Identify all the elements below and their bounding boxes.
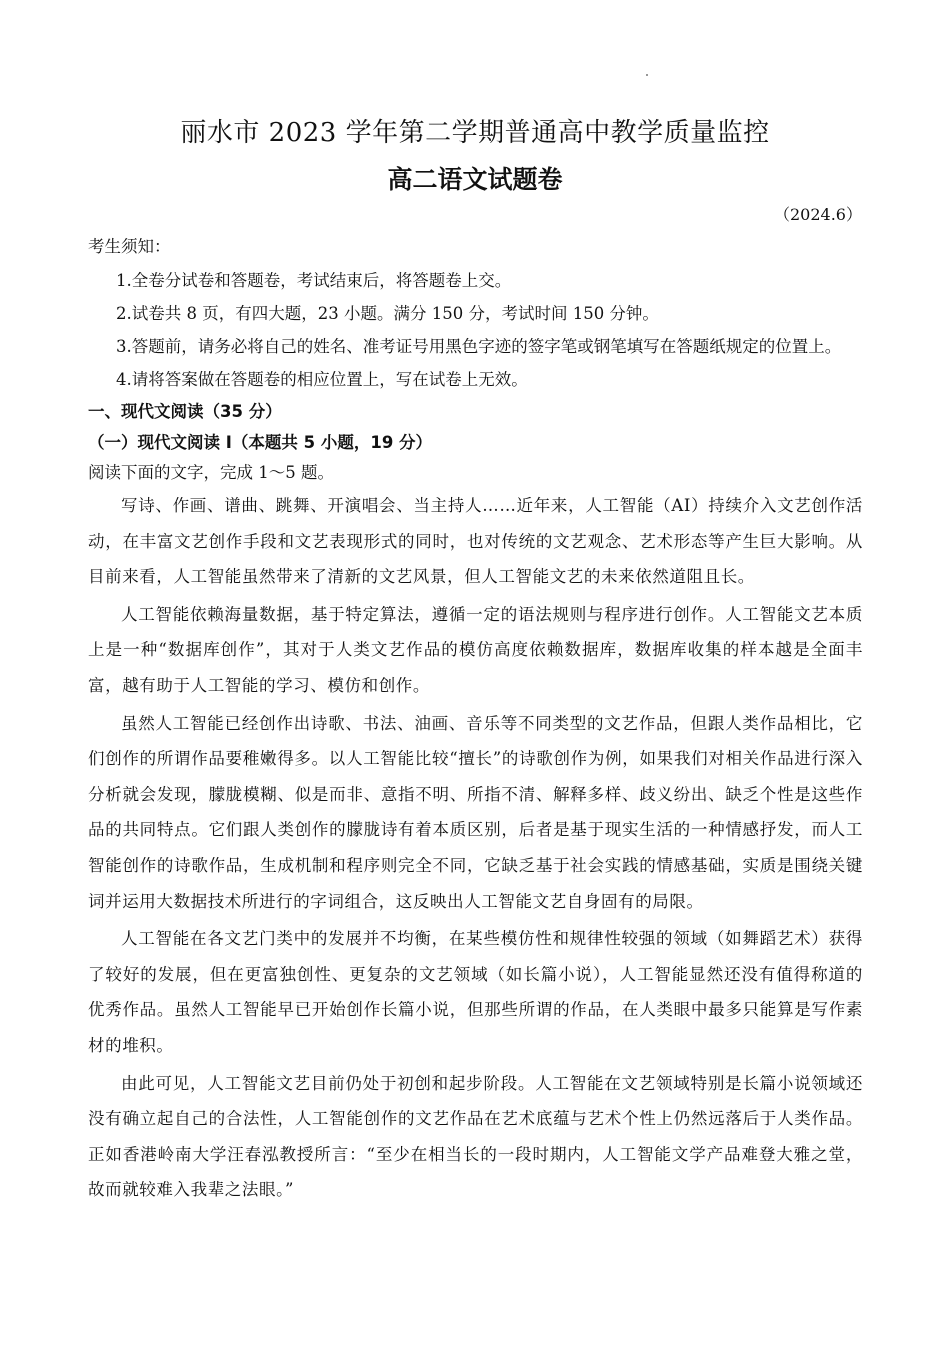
passage-paragraph: 写诗、作画、谱曲、跳舞、开演唱会、当主持人……近年来，人工智能（AI）持续介入文艺创作活动，在丰富文艺创作手段和文艺表现形式的同时，也对传统的文艺观念、艺术形态等产生巨大影响。从目前来看，人工智能虽然带来了清新的文艺风景，但人工智能文艺的未来依然道阻且长。 bbox=[88, 496, 863, 587]
notice-item: 2.试卷共 8 页，有四大题，23 小题。满分 150 分，考试时间 150 分钟。 bbox=[116, 304, 659, 323]
notice-item: 4.请将答案做在答题卷的相应位置上，写在试卷上无效。 bbox=[116, 370, 528, 389]
notice-item: 1.全卷分试卷和答题卷，考试结束后，将答题卷上交。 bbox=[116, 271, 512, 290]
notice-heading: 考生须知： bbox=[88, 237, 171, 256]
passage-paragraph: 虽然人工智能已经创作出诗歌、书法、油画、音乐等不同类型的文艺作品，但跟人类作品相比，它们创作的所谓作品要稚嫩得多。以人工智能比较“擅长”的诗歌创作为例，如果我们对相关作品进行深入分析就会发现，朦胧模糊、似是而非、意指不明、所指不清、解释多样、歧义纷出、缺乏个性是这些作品的共同特点。它们跟人类创作的朦胧诗有着本质区别，后者是基于现实生活的一种情感抒发，而人工智能创作的诗歌作品，生成机制和程序则完全不同，它缺乏基于社会实践的情感基础，实质是围绕关键词并运用大数据技术所进行的字词组合，这反映出人工智能文艺自身固有的局限。 bbox=[88, 713, 863, 911]
reading-instruction: 阅读下面的文字，完成 1～5 题。 bbox=[88, 463, 334, 482]
speck-mark bbox=[646, 74, 648, 76]
notice-item: 3.答题前，请务必将自己的姓名、准考证号用黑色字迹的签字笔或钢笔填写在答题纸规定的位置上。 bbox=[116, 337, 842, 356]
exam-content bbox=[88, 232, 863, 1208]
passage-paragraph: 人工智能依赖海量数据，基于特定算法，遵循一定的语法规则与程序进行创作。人工智能文艺本质上是一种“数据库创作”，其对于人类文艺作品的模仿高度依赖数据库，数据库收集的样本越是全面丰富，越有助于人工智能的学习、模仿和创作。 bbox=[88, 604, 863, 695]
subsection-heading: （一）现代文阅读 I（本题共 5 小题，19 分） bbox=[88, 433, 433, 452]
exam-date: （2024.6） bbox=[774, 205, 862, 224]
passage-paragraph: 由此可见，人工智能文艺目前仍处于初创和起步阶段。人工智能在文艺领域特别是长篇小说领域还没有确立起自己的合法性，人工智能创作的文艺作品在艺术底蕴与艺术个性上仍然远落后于人类作品。正如香港岭南大学汪春泓教授所言：“至少在相当长的一段时期内，人工智能文学产品难登大雅之堂，故而就较难入我辈之法眼。” bbox=[88, 1073, 863, 1200]
exam-title: 丽水市 2023 学年第二学期普通高中教学质量监控 bbox=[180, 118, 770, 148]
passage-paragraph: 人工智能在各文艺门类中的发展并不均衡，在某些模仿性和规律性较强的领域（如舞蹈艺术）获得了较好的发展，但在更富独创性、更复杂的文艺领域（如长篇小说），人工智能显然还没有值得称道的优秀作品。虽然人工智能早已开始创作长篇小说，但那些所谓的作品，在人类眼中最多只能算是写作素材的堆积。 bbox=[88, 929, 863, 1055]
exam-subtitle: 高二语文试题卷 bbox=[387, 165, 563, 194]
section-heading: 一、现代文阅读（35 分） bbox=[88, 402, 282, 421]
